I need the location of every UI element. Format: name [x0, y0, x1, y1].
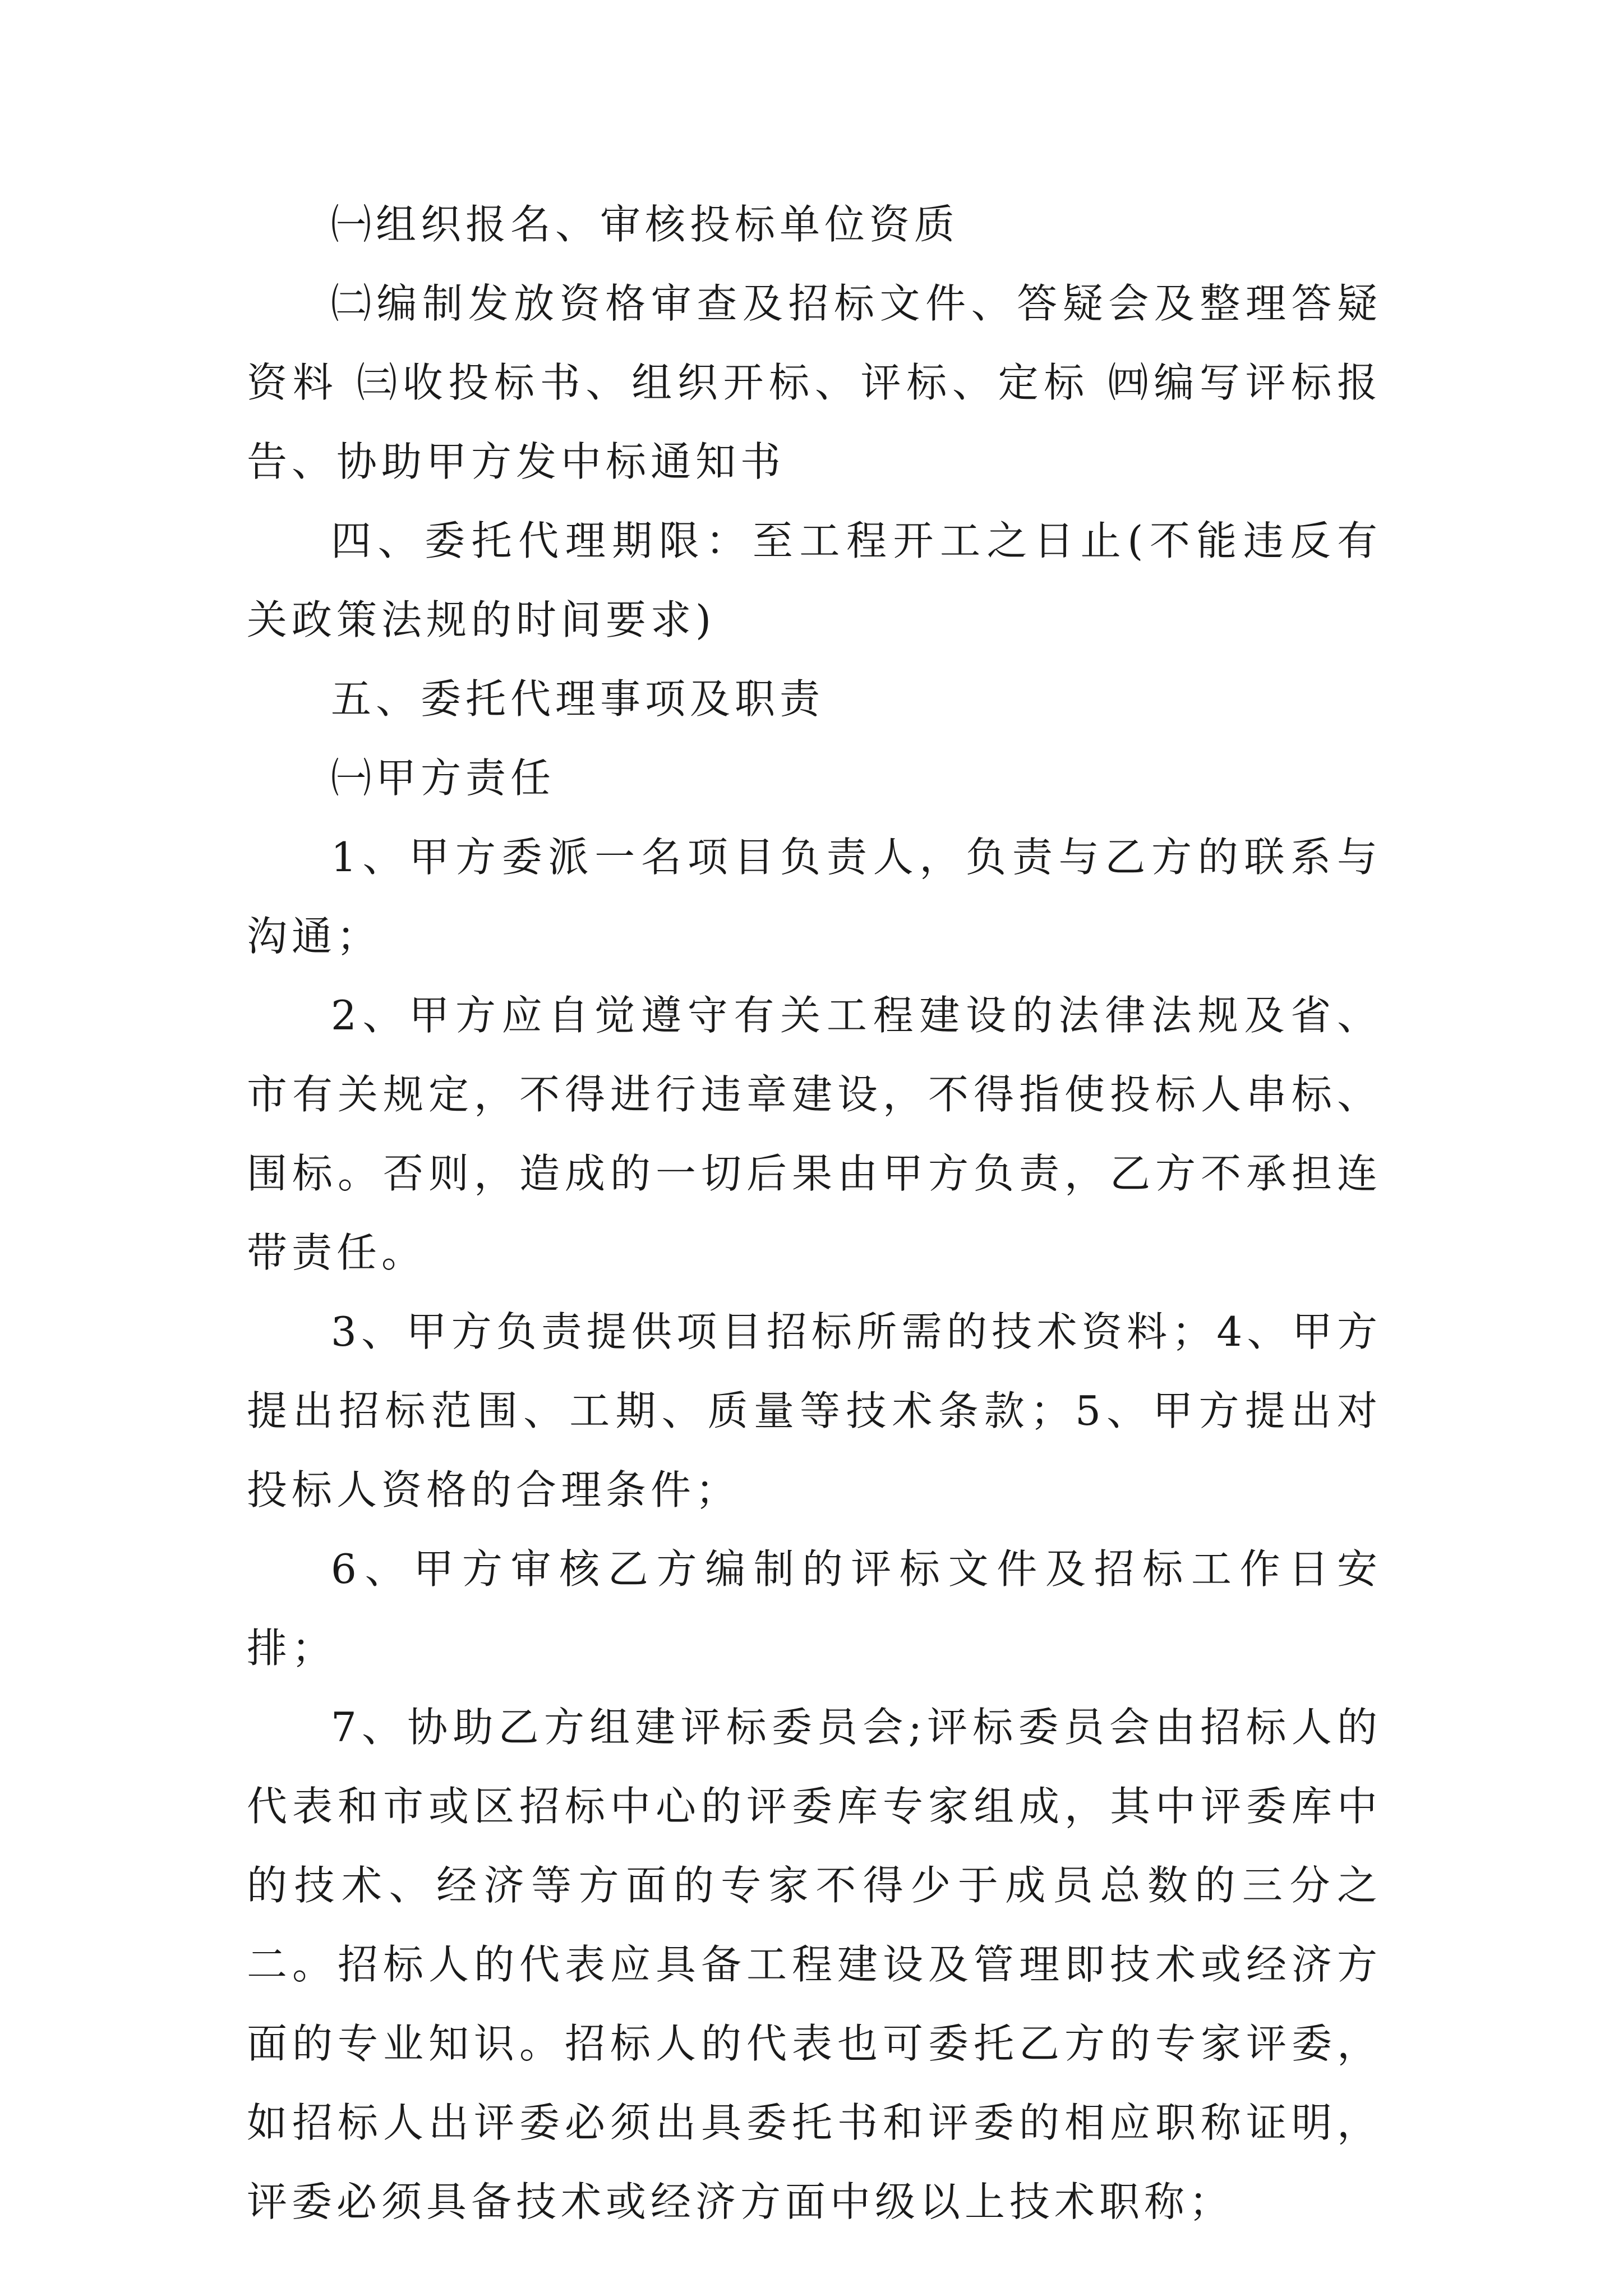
paragraph-item-2: 2、甲方应自觉遵守有关工程建设的法律法规及省、市有关规定，不得进行违章建设，不得指使投标人串标、围标。否则，造成的一切后果由甲方负责，乙方不承担连带责任。 [247, 992, 1382, 1276]
paragraph-item-6: 6、甲方审核乙方编制的评标文件及招标工作日安排； [247, 1545, 1382, 1672]
paragraph-item-3-4-5: 3、甲方负责提供项目招标所需的技术资料；4、甲方提出招标范围、工期、质量等技术条款；5、甲方提出对投标人资格的合理条件； [247, 1308, 1382, 1513]
paragraph-item-1: 1、甲方委派一名项目负责人，负责与乙方的联系与沟通； [247, 834, 1382, 960]
paragraph-duty-1: ㈠组织报名、审核投标单位资质 [331, 201, 960, 248]
paragraph-item-7: 7、协助乙方组建评标委员会;评标委员会由招标人的代表和市或区招标中心的评委库专家组成，其中评委库中的技术、经济等方面的专家不得少于成员总数的三分之二。招标人的代表应具备工程建设及管理即技术或经济方面的专业知识。招标人的代表也可委托乙方的专家评委，如招标人出评委必须出具委托书和评委的相应职称证明，评委必须具备技术或经济方面中级以上技术职称； [247, 1704, 1382, 2225]
paragraph-section-4-term: 四、委托代理期限：至工程开工之日止(不能违反有关政策法规的时间要求) [247, 517, 1382, 643]
paragraph-party-a-heading: ㈠甲方责任 [331, 754, 556, 802]
paragraph-duty-2-3-4: ㈡编制发放资格审查及招标文件、答疑会及整理答疑资料 ㈢收投标书、组织开标、评标、定标 ㈣编写评标报告、协助甲方发中标通知书 [247, 280, 1382, 485]
paragraph-section-5-heading: 五、委托代理事项及职责 [331, 675, 825, 723]
document-body [247, 185, 1382, 2242]
